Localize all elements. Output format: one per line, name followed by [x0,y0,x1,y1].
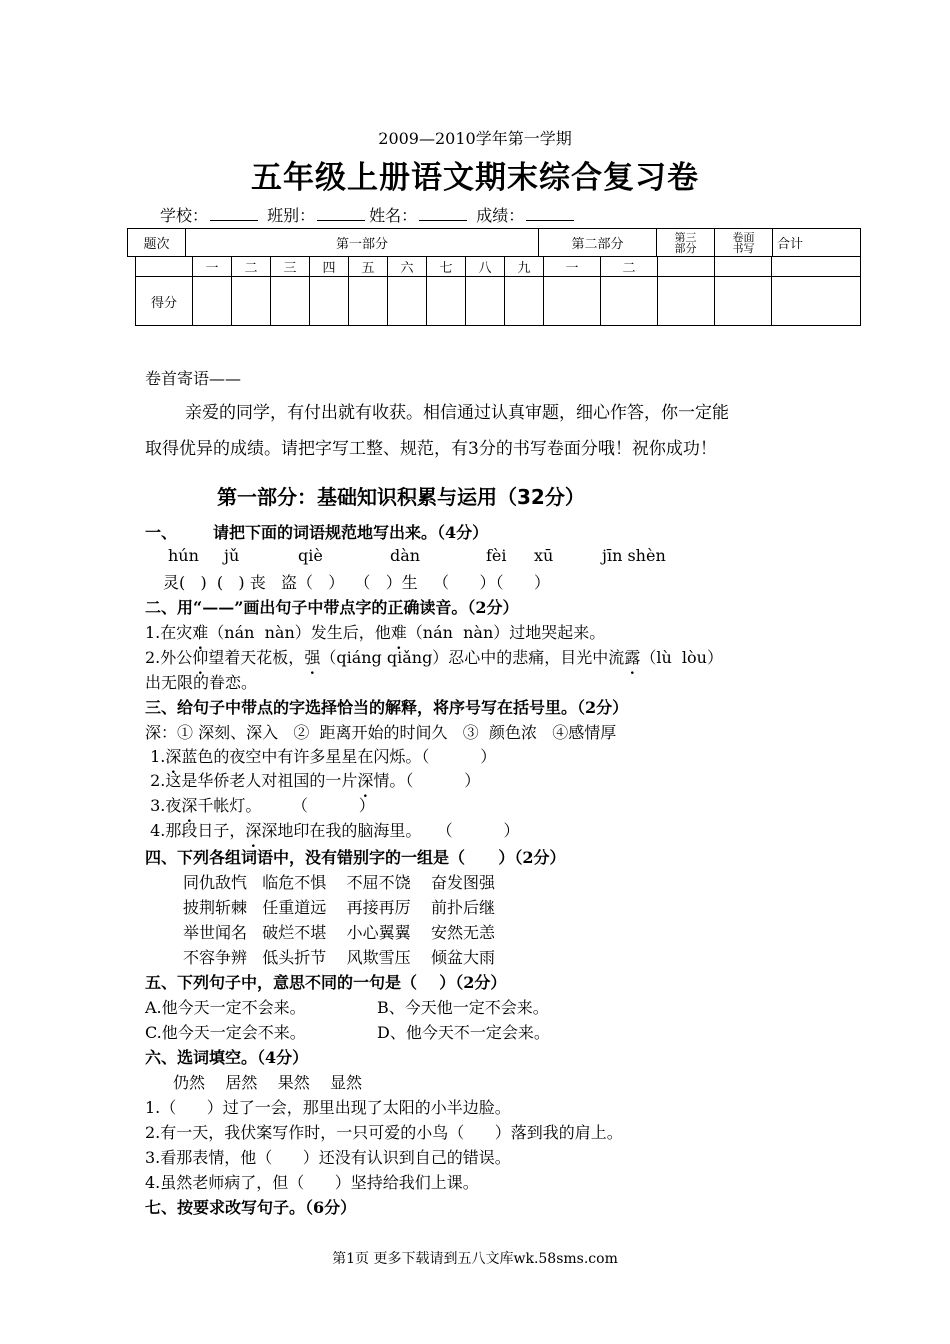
q3-title: 三、给句子中带点的字选择恰当的解释，将序号写在括号里。（2分） [145,698,629,717]
score-cell[interactable] [193,277,232,326]
q1-title: 一、 请把下面的词语规范地写出来。（4分） [145,523,489,542]
name-label: 姓名： [369,206,418,225]
total-header: 合计 [773,229,861,257]
semester-label: 2009—2010学年第一学期 [378,129,572,148]
item-cell: 一 [193,257,232,277]
part3-cell [658,257,715,277]
q5-option-d: D、他今天不一定会来。 [377,1023,550,1042]
score-cell[interactable] [466,277,505,326]
greeting-line-1: 亲爱的同学，有付出就有收获。相信通过认真审题，细心作答，你一定能 [185,403,729,423]
q3-sentence-1: 1.深蓝色的夜空中有许多星星在闪烁。（ ） [145,747,497,766]
q4-row: 不容争辨 低头折节 风欺雪压 倾盆大雨 [183,948,495,967]
school-label: 学校： [160,206,209,225]
q1-pinyin-row [168,546,888,566]
q6-sentence-2[interactable]: 2.有一天，我伏案写作时，一只可爱的小鸟（ ）落到我的肩上。 [145,1123,623,1142]
pinyin: dàn [390,546,421,565]
q4-title: 四、下列各组词语中，没有错别字的一组是（ ）（2分） [145,848,566,867]
q6-sentence-1[interactable]: 1.（ ）过了一会，那里出现了太阳的小半边脸。 [145,1098,511,1117]
score-cell[interactable] [658,277,715,326]
item-cell: 三 [271,257,310,277]
col-label: 题次 [128,229,186,257]
greeting-line-2: 取得优异的成绩。请把字写工整、规范，有3分的书写卷面分哦！祝你成功！ [145,439,717,459]
q2-sentence-2-cont: 出无限的眷恋。 [145,673,258,692]
greeting-title: 卷首寄语—— [145,369,242,388]
q3-sentence-3: 3.夜深千帐灯。 （ ） [145,796,375,815]
q6-words: 仍然 居然 果然 显然 [173,1073,363,1092]
q5-title: 五、下列句子中，意思不同的一句是（ ）（2分） [145,973,507,992]
item-cell: 二 [232,257,271,277]
item-cell: 六 [388,257,427,277]
q2-sentence-2: 2.外公仰望着天花板，强（qiáng qiǎng）忍心中的悲痛，目光中流露（lù lòu） [145,648,723,667]
q4-row: 同仇敌忾 临危不惧 不屈不饶 奋发图强 [183,873,495,892]
q1-blanks-line[interactable]: 灵( ) ( ) 丧 盗（ ） （ ）生 （ ）（ ） [163,573,550,592]
pinyin: xū [534,546,554,565]
score-table-header [127,228,861,257]
q2-title: 二、用“——”画出句子中带点字的正确读音。（2分） [145,598,519,617]
q4-row: 举世闻名 破烂不堪 小心翼翼 安然无恙 [183,923,495,942]
q6-title: 六、选词填空。（4分） [145,1048,309,1067]
q5-option-b: B、今天他一定不会来。 [377,998,549,1017]
score-cell[interactable] [715,277,772,326]
score-cell[interactable] [271,277,310,326]
exam-title: 五年级上册语文期末综合复习卷 [251,160,699,196]
score-cell[interactable] [388,277,427,326]
q3-options: 深：① 深刻、深入 ② 距离开始的时间久 ③ 颜色浓 ④感情厚 [145,723,617,742]
pinyin: fèi [486,546,507,565]
pinyin: qiè [298,546,323,565]
student-info-line [160,203,578,226]
pinyin: hún [168,546,199,565]
score-cell[interactable] [505,277,544,326]
pinyin: jīn shèn [602,546,666,565]
score-cell[interactable] [310,277,349,326]
q3-sentence-2: 2.这是华侨老人对祖国的一片深情。（ ） [145,771,481,790]
q3-sentence-4: 4.那段日子，深深地印在我的脑海里。 （ ） [145,821,520,840]
writing-header: 卷面 书写 [715,229,773,257]
part1-header: 第一部分 [186,229,539,257]
item-cell: 八 [466,257,505,277]
blank-cell [136,257,193,277]
school-blank[interactable] [210,206,258,221]
name-blank[interactable] [419,206,467,221]
score-cell[interactable] [232,277,271,326]
score-cell[interactable] [427,277,466,326]
score-label: 成绩： [476,206,525,225]
part3-header: 第三 部分 [657,229,715,257]
q5-option-c: C.他今天一定会不来。 [145,1023,306,1042]
item-cell: 五 [349,257,388,277]
q4-row: 披荆斩棘 任重道远 再接再厉 前扑后继 [183,898,495,917]
writing-cell [715,257,772,277]
score-cell[interactable] [544,277,601,326]
item-cell: 一 [544,257,601,277]
score-blank[interactable] [526,206,574,221]
part2-header: 第二部分 [539,229,657,257]
part1-title: 第一部分：基础知识积累与运用（32分） [217,485,585,509]
score-row-label: 得分 [136,277,193,326]
score-cell[interactable] [349,277,388,326]
item-cell: 二 [601,257,658,277]
item-cell: 四 [310,257,349,277]
score-cell[interactable] [601,277,658,326]
score-table-body [135,256,861,326]
item-cell: 七 [427,257,466,277]
q7-title: 七、按要求改写句子。（6分） [145,1198,357,1217]
score-cell[interactable] [772,277,861,326]
pinyin: jǔ [224,546,240,565]
q2-sentence-1: 1.在灾难（nán nàn）发生后，他难（nán nàn）过地哭起来。 [145,623,606,642]
q6-sentence-4[interactable]: 4.虽然老师病了，但（ ）坚持给我们上课。 [145,1173,479,1192]
item-cell: 九 [505,257,544,277]
class-blank[interactable] [317,206,365,221]
q5-option-a: A.他今天一定不会来。 [145,998,306,1017]
total-cell [772,257,861,277]
class-label: 班别： [267,206,316,225]
q6-sentence-3[interactable]: 3.看那表情，他（ ）还没有认识到自己的错误。 [145,1148,511,1167]
page-footer: 第1页 更多下载请到五八文库wk.58sms.com [332,1251,618,1267]
